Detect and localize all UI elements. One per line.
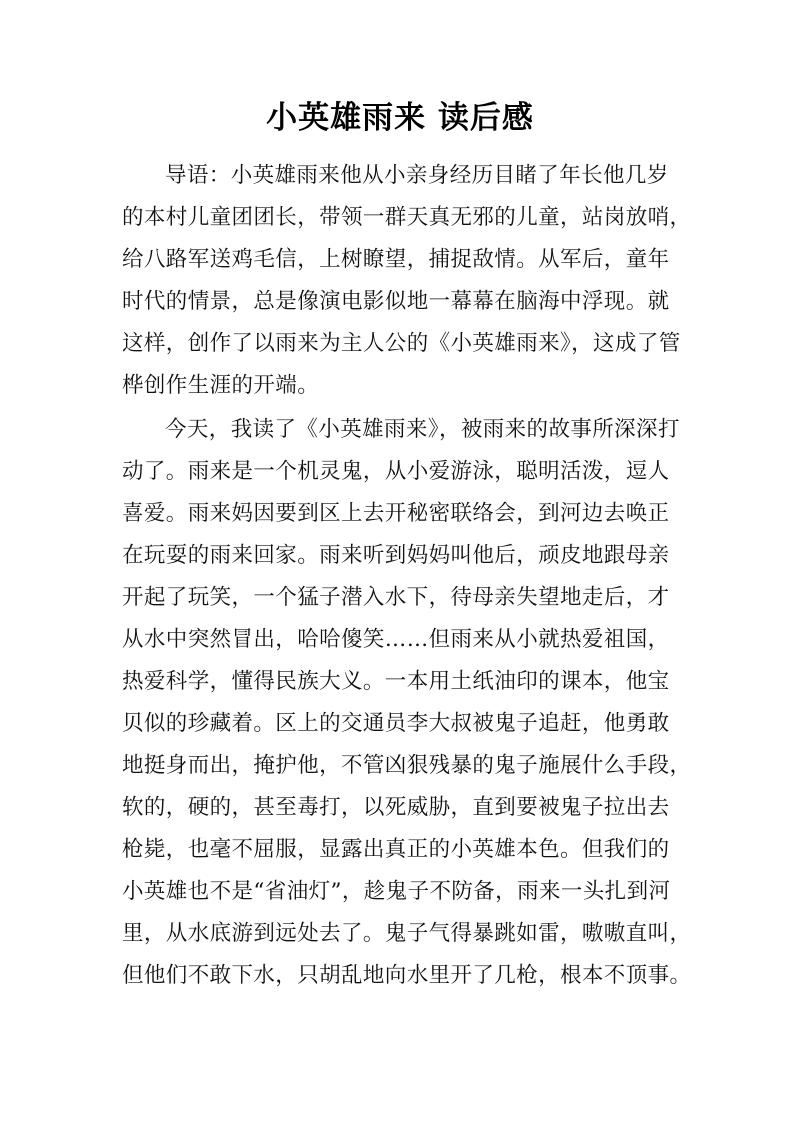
text-line: 贝似的珍藏着。区上的交通员李大叔被鬼子追赶，他勇敢 xyxy=(122,711,670,736)
text-line: 给八路军送鸡毛信，上树瞭望，捕捉敌情。从军后，童年 xyxy=(122,247,670,272)
text-line: 枪毙，也毫不屈服，显露出真正的小英雄本色。但我们的 xyxy=(122,837,670,862)
paragraph-introduction xyxy=(122,155,692,407)
text-line: 小英雄也不是“省油灯”，趁鬼子不防备，雨来一头扎到河 xyxy=(122,879,671,904)
text-line: 时代的情景，总是像演电影似地一幕幕在脑海中浮现。就 xyxy=(122,289,670,314)
text-line: 动了。雨来是一个机灵鬼，从小爱游泳，聪明活泼，逗人 xyxy=(122,459,670,484)
text-line: 软的，硬的，甚至毒打，以死威胁，直到要被鬼子拉出去 xyxy=(122,795,670,820)
document-body xyxy=(122,155,692,997)
text-line: 热爱科学，懂得民族大义。一本用土纸油印的课本，他宝 xyxy=(122,669,670,694)
text-line: 但他们不敢下水，只胡乱地向水里开了几枪，根本不顶事。 xyxy=(122,963,692,988)
text-line: 今天，我读了《小英雄雨来》，被雨来的故事所深深打 xyxy=(165,417,680,442)
text-line: 导语：小英雄雨来他从小亲身经历目睹了年长他几岁 xyxy=(165,163,669,188)
text-line: 开起了玩笑，一个猛子潜入水下，待母亲失望地走后，才 xyxy=(122,585,670,610)
paragraph-body xyxy=(122,409,692,997)
text-line: 在玩耍的雨来回家。雨来听到妈妈叫他后，顽皮地跟母亲 xyxy=(122,543,670,568)
text-line: 从水中突然冒出，哈哈傻笑……但雨来从小就热爱祖国， xyxy=(122,627,670,652)
text-line: 的本村儿童团团长，带领一群天真无邪的儿童，站岗放哨， xyxy=(122,205,692,230)
document-title: 小英雄雨来 读后感 xyxy=(266,100,534,136)
text-line: 桦创作生涯的开端。 xyxy=(122,373,320,398)
text-line: 这样，创作了以雨来为主人公的《小英雄雨来》，这成了管 xyxy=(122,331,681,356)
text-line: 里，从水底游到远处去了。鬼子气得暴跳如雷，嗷嗷直叫， xyxy=(122,921,692,946)
text-line: 地挺身而出，掩护他，不管凶狠残暴的鬼子施展什么手段， xyxy=(122,753,692,778)
text-line: 喜爱。雨来妈因要到区上去开秘密联络会，到河边去唤正 xyxy=(122,501,670,526)
